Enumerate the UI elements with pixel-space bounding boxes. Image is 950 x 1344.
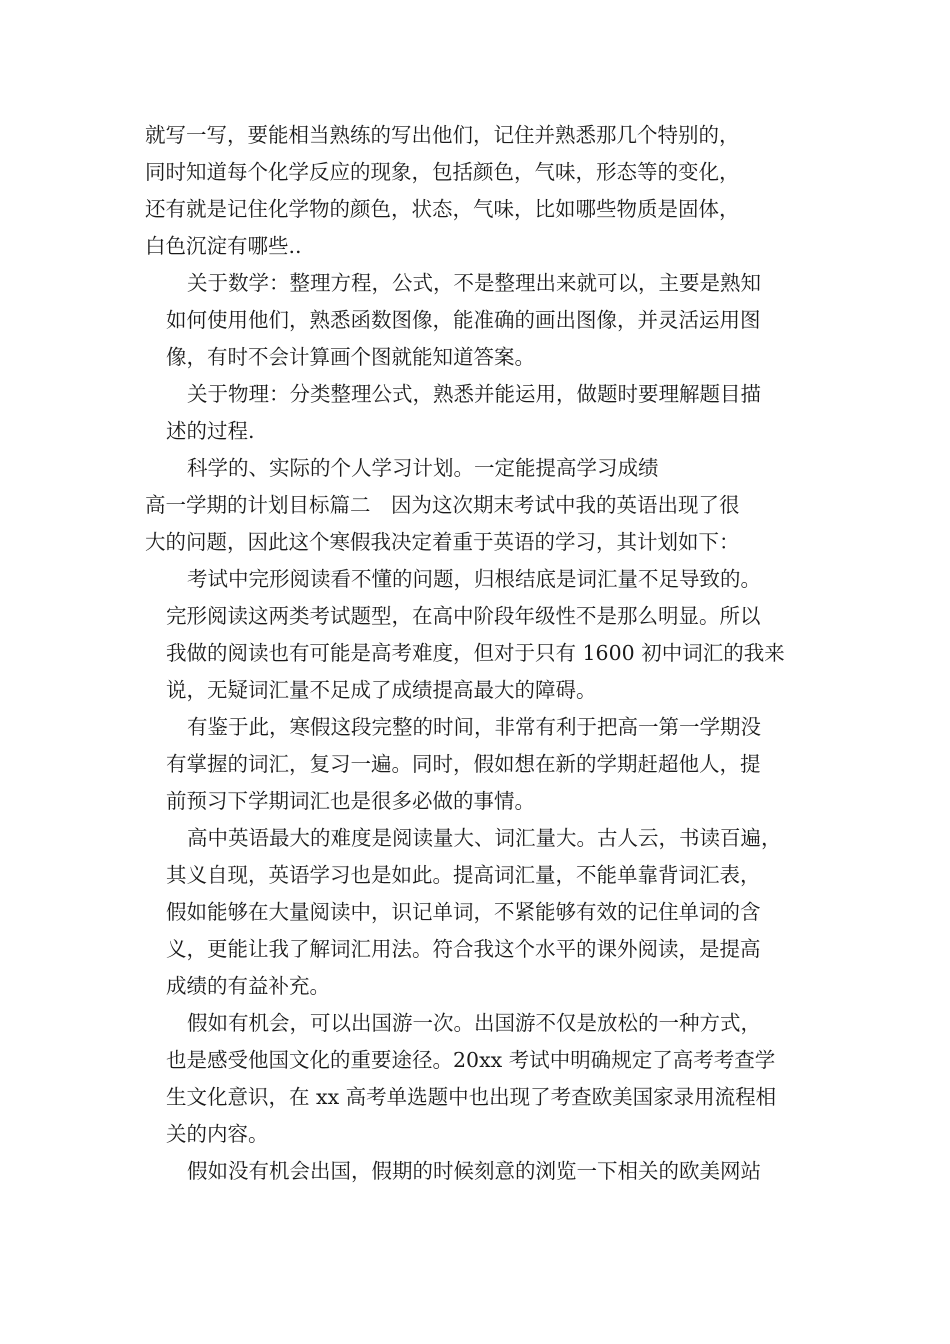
text-line: 考试中完形阅读看不懂的问题，归根结底是词汇量不足导致的。 — [187, 567, 761, 591]
text-line: 说，无疑词汇量不足成了成绩提高最大的障碍。 — [166, 678, 597, 702]
paragraph — [145, 450, 825, 487]
paragraph — [145, 709, 825, 820]
text-line: 其义自现，英语学习也是如此。提高词汇量，不能单靠背词汇表， — [166, 863, 761, 887]
text-line: 假如有机会，可以出国游一次。出国游不仅是放松的一种方式， — [187, 1011, 761, 1035]
paragraph — [145, 1153, 825, 1190]
text-line: 有鉴于此，寒假这段完整的时间，非常有利于把高一第一学期没 — [187, 715, 761, 739]
text-line: 科学的、实际的个人学习计划。一定能提高学习成绩 — [187, 456, 659, 480]
text-line: 义，更能让我了解词汇用法。符合我这个水平的课外阅读，是提高 — [166, 937, 761, 961]
paragraph — [145, 1005, 825, 1153]
paragraph — [145, 487, 825, 561]
text-line: 还有就是记住化学物的颜色，状态，气味，比如哪些物质是固体， — [145, 197, 740, 221]
text-line: 关于物理：分类整理公式，熟悉并能运用，做题时要理解题目描 — [187, 382, 761, 406]
paragraph — [145, 376, 825, 450]
text-line: 述的过程. — [166, 419, 255, 443]
text-line: 大的问题，因此这个寒假我决定着重于英语的学习，其计划如下： — [145, 530, 740, 554]
text-line: 有掌握的词汇，复习一遍。同时，假如想在新的学期赶超他人，提 — [166, 752, 761, 776]
text-line: 关于数学：整理方程，公式，不是整理出来就可以，主要是熟知 — [187, 271, 761, 295]
text-line: 高一学期的计划目标篇二 因为这次期末考试中我的英语出现了很 — [145, 493, 740, 517]
text-line: 假如能够在大量阅读中，识记单词，不紧能够有效的记住单词的含 — [166, 900, 761, 924]
text-line: 成绩的有益补充。 — [166, 974, 330, 998]
paragraph — [145, 561, 825, 709]
text-line: 假如没有机会出国，假期的时候刻意的浏览一下相关的欧美网站 — [187, 1159, 761, 1183]
text-line: 就写一写，要能相当熟练的写出他们，记住并熟悉那几个特别的， — [145, 123, 740, 147]
text-line: 完形阅读这两类考试题型，在高中阶段年级性不是那么明显。所以 — [166, 604, 761, 628]
text-line: 像，有时不会计算画个图就能知道答案。 — [166, 345, 535, 369]
text-line: 高中英语最大的难度是阅读量大、词汇量大。古人云，书读百遍， — [187, 826, 782, 850]
text-line: 同时知道每个化学反应的现象，包括颜色，气味，形态等的变化， — [145, 160, 740, 184]
paragraph — [145, 820, 825, 1005]
text-line: 前预习下学期词汇也是很多必做的事情。 — [166, 789, 535, 813]
text-line: 生文化意识，在 xx 高考单选题中也出现了考查欧美国家录用流程相 — [166, 1085, 777, 1109]
document-body — [145, 117, 825, 1190]
text-line: 关的内容。 — [166, 1122, 269, 1146]
text-line: 也是感受他国文化的重要途径。20xx 考试中明确规定了高考考查学 — [166, 1048, 776, 1072]
text-line: 如何使用他们，熟悉函数图像，能准确的画出图像，并灵活运用图 — [166, 308, 761, 332]
text-line: 我做的阅读也有可能是高考难度，但对于只有 1600 初中词汇的我来 — [166, 641, 785, 665]
paragraph — [145, 117, 825, 265]
paragraph — [145, 265, 825, 376]
text-line: 白色沉淀有哪些.. — [145, 234, 302, 258]
